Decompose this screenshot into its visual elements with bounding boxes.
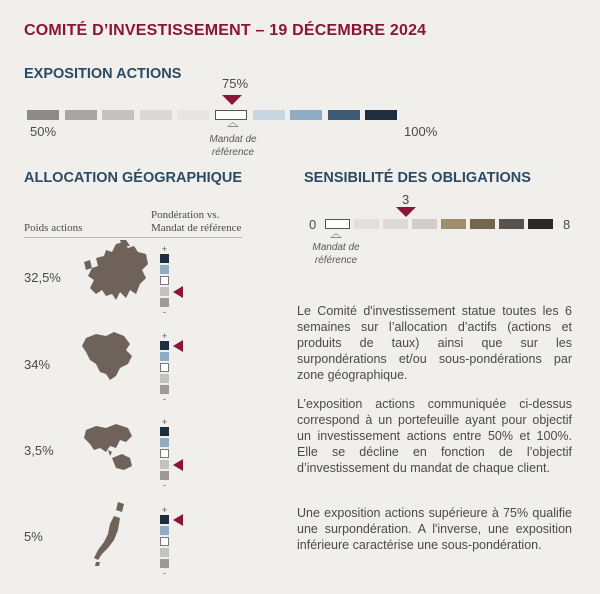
page-title: COMITÉ D’INVESTISSEMENT – 19 DÉCEMBRE 2024: [24, 22, 427, 39]
exposition-segment: [65, 110, 97, 120]
ponderation-square: [160, 254, 169, 263]
exposition-segment: [365, 110, 397, 120]
ponderation-marker: [173, 340, 183, 352]
ponderation-square: [160, 438, 169, 447]
ponderation-square: [160, 298, 169, 307]
ponderation-square: [160, 526, 169, 535]
sensibilite-segment: [383, 219, 408, 229]
exposition-segment: [140, 110, 172, 120]
minus-sign: -: [163, 394, 166, 404]
sensibilite-segment: [528, 219, 553, 229]
sensibilite-segment: [441, 219, 466, 229]
geo-title: ALLOCATION GÉOGRAPHIQUE: [24, 170, 243, 186]
japan-weight: 5%: [24, 529, 43, 544]
exposition-ref-label: Mandat de référence: [209, 134, 257, 158]
japan-map-icon: [92, 500, 132, 568]
sensibilite-title: SENSIBILITÉ DES OBLIGATIONS: [304, 170, 531, 186]
sensibilite-marker: [396, 207, 416, 217]
plus-sign: +: [161, 417, 168, 427]
exposition-title: EXPOSITION ACTIONS: [24, 66, 182, 82]
exposition-segment: [290, 110, 322, 120]
ponderation-square: [160, 449, 169, 458]
europe-weight: 32,5%: [24, 270, 61, 285]
ponderation-marker: [173, 514, 183, 526]
ponderation-square: [160, 559, 169, 568]
ponderation-marker: [173, 286, 183, 298]
exposition-max-label: 100%: [404, 124, 438, 139]
sensibilite-max-label: 8: [563, 217, 571, 232]
sensibilite-segment: [412, 219, 437, 229]
paragraph-1: Le Comité d'investissement statue toutes les 6 semaines sur l’allocation d’actifs (actions et produits de taux) ainsi que sur les surpondérations et/ou sous-pondérations par zone géographique.: [297, 304, 572, 382]
ponderation-square: [160, 352, 169, 361]
sensibilite-value-label: 3: [402, 192, 410, 207]
geo-header-divider: [24, 237, 242, 238]
sensibilite-segment: [470, 219, 495, 229]
asia-pacific-weight: 3,5%: [24, 443, 54, 458]
ponderation-square: [160, 427, 169, 436]
exposition-min-label: 50%: [30, 124, 57, 139]
minus-sign: -: [163, 307, 166, 317]
exposition-segment: [215, 110, 247, 120]
ponderation-square: [160, 374, 169, 383]
geo-col-ponderation-2: Mandat de référence: [151, 222, 242, 234]
ponderation-square: [160, 276, 169, 285]
exposition-segment: [177, 110, 209, 120]
ponderation-square: [160, 548, 169, 557]
asia-pacific-map-icon: [82, 420, 136, 474]
sensibilite-segment: [354, 219, 379, 229]
geo-col-ponderation-1: Pondération vs.: [151, 209, 220, 221]
north-america-weight: 34%: [24, 357, 51, 372]
ponderation-square: [160, 363, 169, 372]
ponderation-square: [160, 341, 169, 350]
geo-col-weight: Poids actions: [24, 222, 83, 234]
ponderation-square: [160, 537, 169, 546]
exposition-marker: [222, 95, 242, 105]
minus-sign: -: [163, 568, 166, 578]
exposition-segment: [253, 110, 285, 120]
exposition-segment: [102, 110, 134, 120]
sensibilite-min-label: 0: [309, 217, 317, 232]
sensibilite-segment: [499, 219, 524, 229]
minus-sign: -: [163, 480, 166, 490]
plus-sign: +: [161, 505, 168, 515]
ponderation-square: [160, 515, 169, 524]
ponderation-square: [160, 287, 169, 296]
exposition-segment: [27, 110, 59, 120]
paragraph-2: L’exposition actions communiquée ci-dessus correspond à un portefeuille ayant pour objectif un investissement actions entre 50% et 100%. Elle se décline en fonction de l’objectif d’investissement du mandat de chaque client.: [297, 397, 572, 475]
exposition-value-label: 75%: [222, 76, 249, 91]
ponderation-square: [160, 471, 169, 480]
exposition-segment: [328, 110, 360, 120]
plus-sign: +: [161, 331, 168, 341]
sensibilite-ref-label: Mandat de référence: [312, 242, 360, 266]
sensibilite-segment: [325, 219, 350, 229]
north-america-map-icon: [80, 330, 136, 382]
europe-map-icon: [76, 240, 156, 308]
paragraph-3: Une exposition actions supérieure à 75% qualifie une surpondération. A l'inverse, une exposition inférieure caractérise une sous-pondération.: [297, 506, 572, 552]
ponderation-marker: [173, 459, 183, 471]
reference-caret-icon: [227, 122, 239, 127]
reference-caret-icon-2: [330, 233, 342, 238]
ponderation-square: [160, 460, 169, 469]
ponderation-square: [160, 385, 169, 394]
plus-sign: +: [161, 244, 168, 254]
ponderation-square: [160, 265, 169, 274]
